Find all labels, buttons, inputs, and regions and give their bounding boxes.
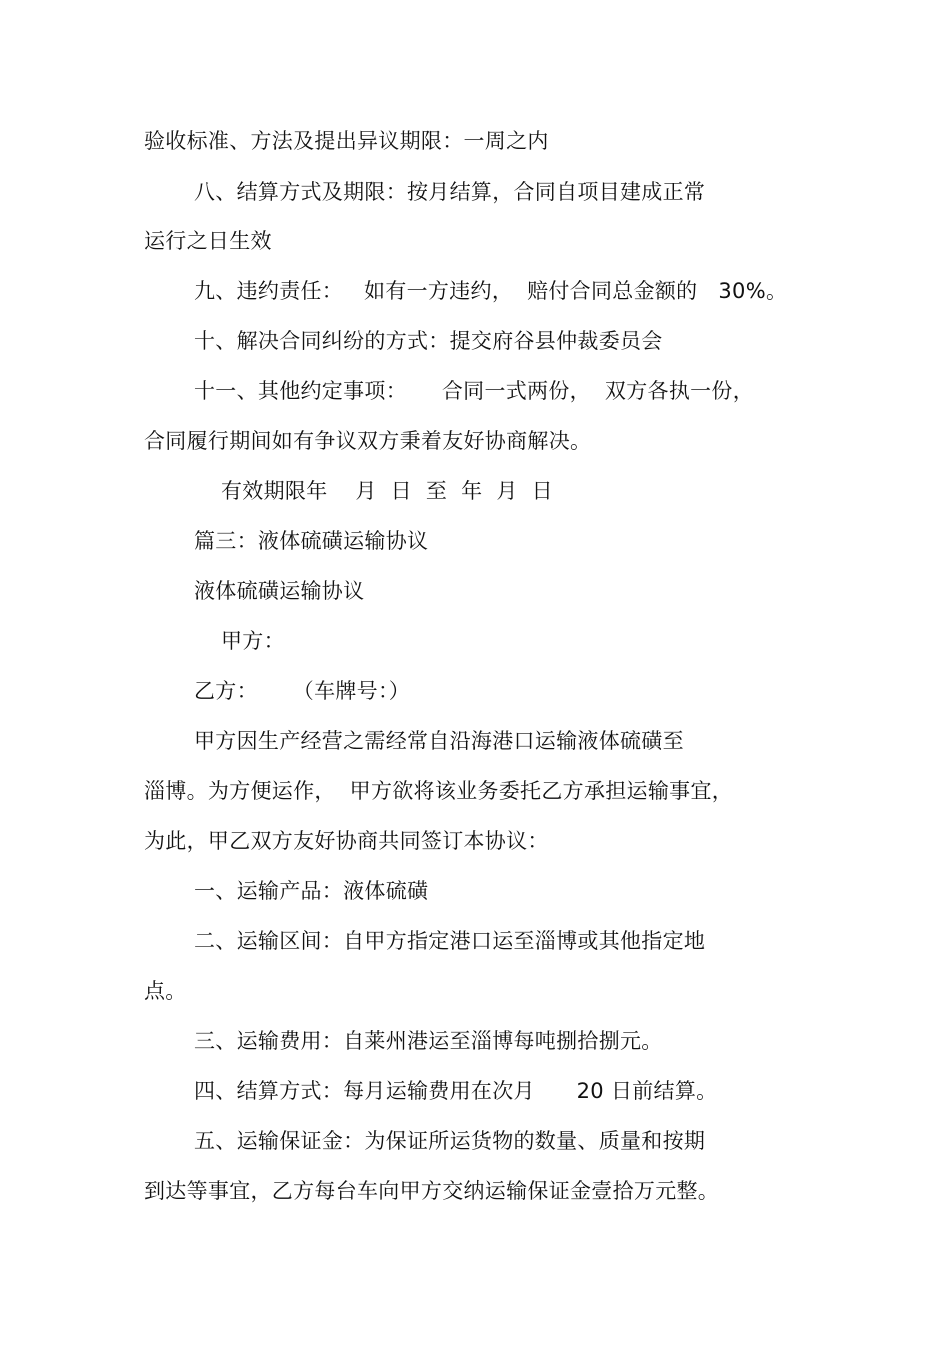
text-line: 十一、其他约定事项： 合同一式两份， 双方各执一份， (194, 379, 755, 403)
text-line: 八、结算方式及期限：按月结算，合同自项目建成正常 (194, 180, 706, 204)
party-a-label: 甲方： (221, 629, 285, 653)
text-line: 验收标准、方法及提出异议期限：一周之内 (144, 129, 549, 153)
party-b-label: 乙方： （车牌号：） (194, 679, 411, 703)
text-line: 甲方因生产经营之需经常自沿海港口运输液体硫磺至 (194, 729, 684, 753)
section-heading: 篇三：液体硫磺运输协议 (194, 529, 429, 553)
text-line: 运行之日生效 (144, 229, 272, 253)
text-line: 为此，甲乙双方友好协商共同签订本协议： (144, 829, 549, 853)
text-line: 到达等事宜，乙方每台车向甲方交纳运输保证金壹拾万元整。 (144, 1179, 720, 1203)
text-line: 合同履行期间如有争议双方秉着友好协商解决。 (144, 429, 592, 453)
text-line: 有效期限年 月 日 至 年 月 日 (221, 479, 553, 503)
text-line: 二、运输区间：自甲方指定港口运至淄博或其他指定地 (194, 929, 706, 953)
text-line: 点。 (144, 979, 187, 1003)
text-line: 淄博。为方便运作， 甲方欲将该业务委托乙方承担运输事宜， (144, 779, 734, 803)
text-line: 五、运输保证金：为保证所运货物的数量、质量和按期 (194, 1129, 706, 1153)
text-line: 四、结算方式：每月运输费用在次月 20 日前结算。 (194, 1079, 718, 1103)
text-line: 三、运输费用：自莱州港运至淄博每吨捌拾捌元。 (194, 1029, 663, 1053)
text-line: 十、解决合同纠纷的方式：提交府谷县仲裁委员会 (194, 329, 663, 353)
text-line: 一、运输产品：液体硫磺 (194, 879, 429, 903)
text-line: 九、违约责任： 如有一方违约， 赔付合同总金额的 30%。 (194, 279, 788, 303)
document-title: 液体硫磺运输协议 (194, 579, 365, 603)
